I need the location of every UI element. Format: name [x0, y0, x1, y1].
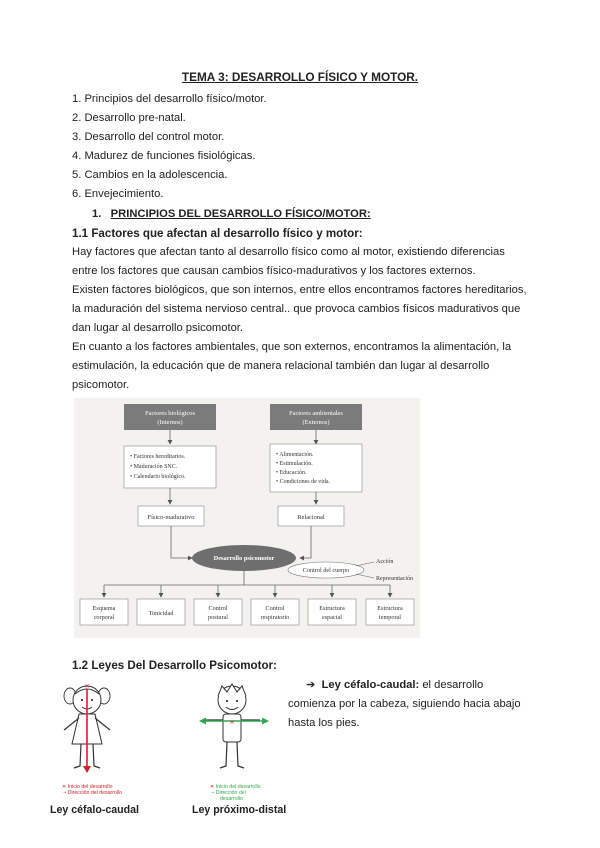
bottom-label: corporal: [93, 614, 115, 621]
index-item: 3. Desarrollo del control motor.: [72, 131, 225, 143]
page-title: TEMA 3: DESARROLLO FÍSICO Y MOTOR.: [181, 70, 419, 84]
center-label: Desarrollo psicomotor: [213, 555, 275, 562]
bio-item: • Calendario biológico.: [130, 474, 186, 480]
control-label: Control del cuerpo: [302, 567, 350, 574]
bottom-label: Estructura: [319, 605, 345, 612]
proximo-distal-figure: [192, 680, 287, 820]
bottom-box: [308, 599, 356, 625]
section-heading: [92, 205, 371, 224]
cefalo-caption: Ley céfalo-caudal: [50, 804, 139, 816]
bio-header-line: (Internos): [157, 419, 183, 426]
cefalo-legend-direction: ➝ Dirección del desarrollo: [62, 790, 123, 796]
bio-item: • Maduración SNC.: [130, 464, 178, 470]
legend-text: Dirección del: [215, 790, 246, 796]
proximo-caption: Ley próximo-distal: [192, 804, 287, 816]
amb-item: • Educación.: [276, 470, 307, 476]
law-text-line: hasta los pies.: [288, 717, 360, 729]
bottom-box: [251, 599, 299, 625]
legend-text: Inicio del desarrollo: [67, 784, 113, 790]
proximo-legend-direction: ➝ Dirección del: [210, 790, 246, 796]
index-item: 4. Madurez de funciones fisiológicas.: [72, 150, 256, 162]
bottom-label: Esquema: [92, 605, 116, 612]
bottom-label: respiratorio: [260, 614, 290, 621]
bottom-box: [366, 599, 414, 625]
section-number: 1.: [92, 208, 102, 220]
index-item: 6. Envejecimiento.: [72, 188, 164, 200]
law-label: Ley céfalo-caudal:: [321, 679, 420, 691]
amb-header-line: (Externos): [302, 419, 330, 426]
bio-item: • Factores hereditarios.: [130, 454, 186, 460]
amb-header-box: [270, 404, 362, 430]
relacional-label: Relacional: [297, 514, 325, 521]
paragraph-line: entre los factores que causan cambios físico-madurativos y los factores externos.: [72, 265, 476, 277]
svg-text:✕: ✕: [229, 719, 235, 726]
accion-label: Acción: [376, 559, 394, 565]
law-text: el desarrollo: [422, 679, 484, 691]
amb-item: • Estimulación.: [276, 461, 313, 467]
paragraph-line: dan lugar al desarrollo psicomotor.: [72, 322, 244, 334]
bottom-label: postural: [208, 614, 228, 621]
paragraph-line: Hay factores que afectan tanto al desarrollo físico como al motor, existiendo diferencias: [72, 246, 505, 258]
bottom-box: [80, 599, 128, 625]
bio-header-line: Factores biológicos: [145, 410, 195, 417]
bottom-label: Estructura: [377, 605, 403, 612]
paragraph-line: En cuanto a los factores ambientales, que son externos, encontramos la alimentación, la: [72, 341, 512, 353]
index-item: 2. Desarrollo pre-natal.: [72, 112, 186, 124]
arrow-icon: ➔: [306, 679, 316, 691]
child-girl-illustration: [54, 680, 134, 776]
bottom-label: temporal: [379, 614, 401, 621]
diagram-svg: [74, 398, 420, 638]
proximo-legend-start: ✕ Inicio del desarrollo: [210, 784, 261, 790]
bottom-label: Control: [265, 605, 285, 612]
index-item: 5. Cambios en la adolescencia.: [72, 169, 228, 181]
representacion-label: Representación: [376, 576, 413, 582]
bottom-label: Tonicidad: [148, 610, 174, 617]
legend-text: Inicio del desarrollo: [215, 784, 261, 790]
fisico-label: Físico-madurativo: [147, 514, 195, 521]
bio-header-box: [124, 404, 216, 430]
legend-text: Dirección del desarrollo: [67, 790, 123, 796]
paragraph-line: Existen factores biológicos, que son internos, entre ellos encontramos factores hereditarios,: [72, 284, 527, 296]
paragraph-line: la maduración del sistema nervioso central.. que provoca cambios físicos madurativos que: [72, 303, 521, 315]
subsection-title-1-1: 1.1 Factores que afectan al desarrollo físico y motor:: [72, 227, 363, 240]
proximo-legend-direction-2: desarrollo: [220, 796, 243, 802]
amb-header-line: Factores ambientales: [289, 410, 343, 417]
law-text-line: comienza por la cabeza, siguiendo hacia abajo: [288, 698, 521, 710]
section-title: PRINCIPIOS DEL DESARROLLO FÍSICO/MOTOR:: [110, 208, 371, 220]
bottom-box: [194, 599, 242, 625]
subsection-title-1-2: 1.2 Leyes Del Desarrollo Psicomotor:: [72, 659, 277, 672]
bottom-label: Control: [208, 605, 228, 612]
paragraph-line: estimulación, la educación que de manera relacional también dan lugar al desarrollo: [72, 360, 490, 372]
paragraph-line: psicomotor.: [72, 379, 130, 391]
svg-text:✕: ✕: [84, 683, 90, 690]
amb-item: • Condiciones de vida.: [276, 479, 331, 485]
bottom-label: espacial: [322, 614, 342, 621]
cefalo-legend-start: ✕ Inicio del desarrollo: [62, 784, 113, 790]
cefalo-caudal-figure: [50, 680, 139, 820]
index-item: 1. Principios del desarrollo físico/motor.: [72, 93, 267, 105]
law-line: [306, 676, 483, 695]
child-boy-illustration: [196, 680, 286, 776]
psychomotor-diagram: [74, 398, 420, 638]
amb-item: • Alimentación.: [276, 452, 314, 458]
